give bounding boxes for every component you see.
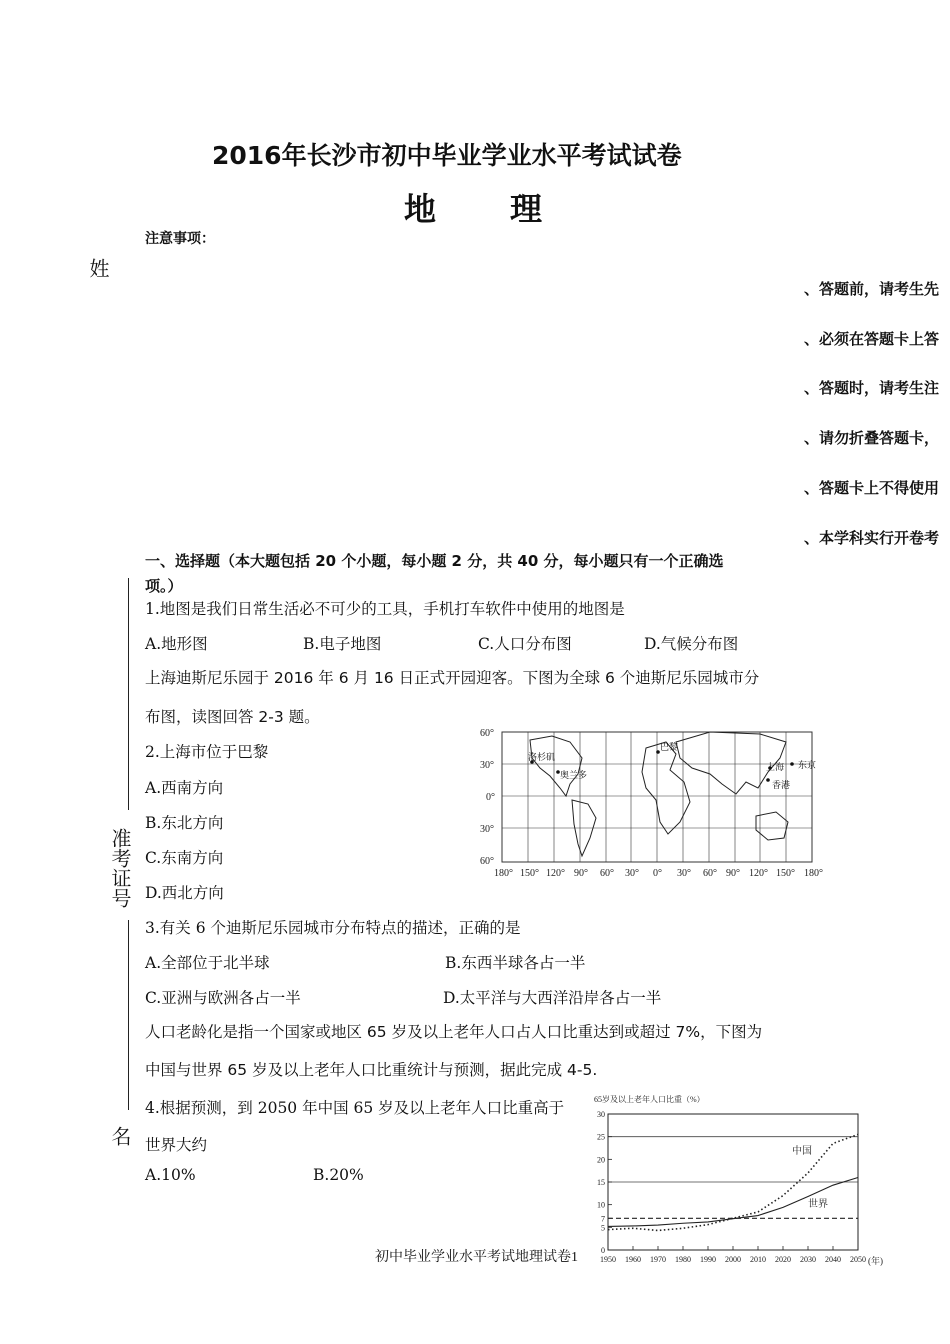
map-lat-label: 30° [480, 760, 494, 771]
city-label-paris: 巴黎 [660, 742, 679, 752]
map-lat-label: 60° [480, 856, 494, 867]
margin-label-xing: 姓 [86, 258, 110, 278]
chart-series-line-0 [608, 1134, 858, 1230]
section-heading-cont: 项。） [145, 577, 183, 595]
notice-item: 、答题时，请考生注 [804, 379, 940, 397]
chart-x-tick-label: 1980 [675, 1255, 691, 1264]
question-4-option-b: B.20% [313, 1166, 364, 1184]
map-lon-label: 120° [749, 868, 768, 879]
map-lon-label: 30° [625, 868, 639, 879]
notice-item: 、必须在答题卡上答 [804, 330, 940, 348]
question-1-option-d: D.气候分布图 [644, 635, 739, 653]
map-lon-label: 180° [804, 868, 823, 879]
notice-item: 、本学科实行开卷考 [804, 529, 940, 547]
chart-y-tick-label: 5 [601, 1223, 605, 1233]
chart-x-tick-label: 2040 [825, 1255, 841, 1264]
subject-char-right: 理 [510, 190, 543, 228]
map-lon-label: 90° [574, 868, 588, 879]
map-lon-label: 120° [546, 868, 565, 879]
passage-1-line: 上海迪斯尼乐园于 2016 年 6 月 16 日正式开园迎客。下图为全球 6 个迪斯尼乐园城市分 [145, 669, 760, 687]
exam-title: 2016年长沙市初中毕业学业水平考试试卷 [212, 141, 682, 170]
map-lon-label: 60° [600, 868, 614, 879]
passage-2-line: 人口老龄化是指一个国家或地区 65 岁及以上老年人口占人口比重达到或超过 7%，下图为 [145, 1023, 763, 1041]
notice-item: 、答题前，请考生先 [804, 280, 940, 298]
map-lat-label: 0° [486, 792, 495, 803]
question-3-option-c: C.亚洲与欧洲各占一半 [145, 989, 301, 1007]
chart-x-tick-label: 2010 [750, 1255, 766, 1264]
city-label-hongkong: 香港 [772, 780, 791, 790]
question-4-option-a: A.10% [145, 1166, 196, 1184]
footer-page-number: 1 [571, 1250, 578, 1265]
series-label-world: 世界 [808, 1199, 828, 1210]
chart-x-tick-label: 2050 [850, 1255, 866, 1264]
aging-population-chart [590, 1088, 895, 1270]
question-4-stem: 4.根据预测，到 2050 年中国 65 岁及以上老年人口比重高于 [145, 1099, 565, 1117]
chart-y-tick-label: 25 [597, 1132, 605, 1142]
section-heading: 一、选择题（本大题包括 20 个小题，每小题 2 分，共 40 分，每小题只有一个正确选 [145, 552, 724, 570]
city-label-orlando: 奥兰多 [560, 770, 588, 780]
chart-x-tick-label: 2020 [775, 1255, 791, 1264]
chart-y-tick-label: 7 [601, 1214, 605, 1224]
map-lat-labels [480, 728, 495, 867]
notice-heading: 注意事项： [145, 231, 215, 247]
chart-y-tick-label: 15 [597, 1178, 605, 1187]
margin-label-zhunkaozheng: 准考证号 [108, 828, 132, 908]
question-2-option-a: A.西南方向 [145, 779, 224, 797]
passage-1-line: 布图，读图回答 2-3 题。 [145, 708, 320, 726]
city-label-tokyo: 东京 [798, 760, 817, 770]
chart-x-tick-label: 1990 [700, 1255, 716, 1264]
question-4-stem-cont: 世界大约 [145, 1136, 208, 1154]
question-2-option-d: D.西北方向 [145, 884, 224, 902]
map-lat-label: 60° [480, 728, 494, 739]
disney-city-map [470, 718, 835, 888]
notice-item: 、请勿折叠答题卡， [804, 429, 940, 447]
chart-x-tick-label: 1960 [625, 1255, 641, 1264]
chart-title: 65岁及以上老年人口比重（%） [594, 1095, 705, 1104]
footer-text: 初中毕业学业水平考试地理试卷 [375, 1250, 571, 1265]
question-2-option-c: C.东南方向 [145, 849, 224, 867]
map-lon-label: 180° [494, 868, 513, 879]
series-label-china: 中国 [792, 1146, 812, 1157]
question-3-option-b: B.东西半球各占一半 [445, 954, 586, 972]
subject-char-left: 地 [404, 190, 437, 228]
question-3-option-a: A.全部位于北半球 [145, 954, 270, 972]
map-lon-labels [494, 868, 823, 879]
chart-x-tick-label: 2030 [800, 1255, 816, 1264]
map-lon-label: 150° [520, 868, 539, 879]
notice-item: 、答题卡上不得使用 [804, 479, 940, 497]
question-1-stem: 1.地图是我们日常生活必不可少的工具，手机打车软件中使用的地图是 [145, 600, 625, 618]
chart-y-tick-label: 10 [597, 1200, 605, 1210]
passage-2-line: 中国与世界 65 岁及以上老年人口比重统计与预测，据此完成 4-5. [145, 1061, 598, 1079]
question-3-option-d: D.太平洋与大西洋沿岸各占一半 [443, 989, 662, 1007]
chart-x-tick-label: 1950 [600, 1255, 616, 1264]
binding-line [128, 920, 129, 1110]
chart-x-tick-label: 1970 [650, 1255, 666, 1264]
map-lon-label: 150° [776, 868, 795, 879]
question-1-option-a: A.地形图 [145, 635, 208, 653]
map-lon-label: 90° [726, 868, 740, 879]
chart-y-tick-label: 0 [601, 1246, 605, 1255]
question-2-option-b: B.东北方向 [145, 814, 224, 832]
map-lon-label: 0° [653, 868, 662, 879]
chart-y-tick-label: 20 [597, 1155, 605, 1165]
binding-line [128, 578, 129, 810]
chart-x-unit: (年) [868, 1256, 883, 1266]
question-1-option-c: C.人口分布图 [478, 635, 572, 653]
chart-y-tick-label: 30 [597, 1110, 605, 1119]
question-3-stem: 3.有关 6 个迪斯尼乐园城市分布特点的描述，正确的是 [145, 919, 521, 937]
city-label-los-angeles: 洛杉矶 [528, 752, 556, 762]
margin-label-ming: 名 [108, 1126, 132, 1146]
chart-x-tick-label: 2000 [725, 1255, 741, 1264]
map-lon-label: 60° [703, 868, 717, 879]
page-footer [375, 1246, 578, 1266]
question-1-option-b: B.电子地图 [303, 635, 382, 653]
map-lon-label: 30° [677, 868, 691, 879]
map-lat-label: 30° [480, 824, 494, 835]
question-2-stem: 2.上海市位于巴黎 [145, 743, 269, 761]
city-label-shanghai: 上海 [766, 762, 785, 772]
